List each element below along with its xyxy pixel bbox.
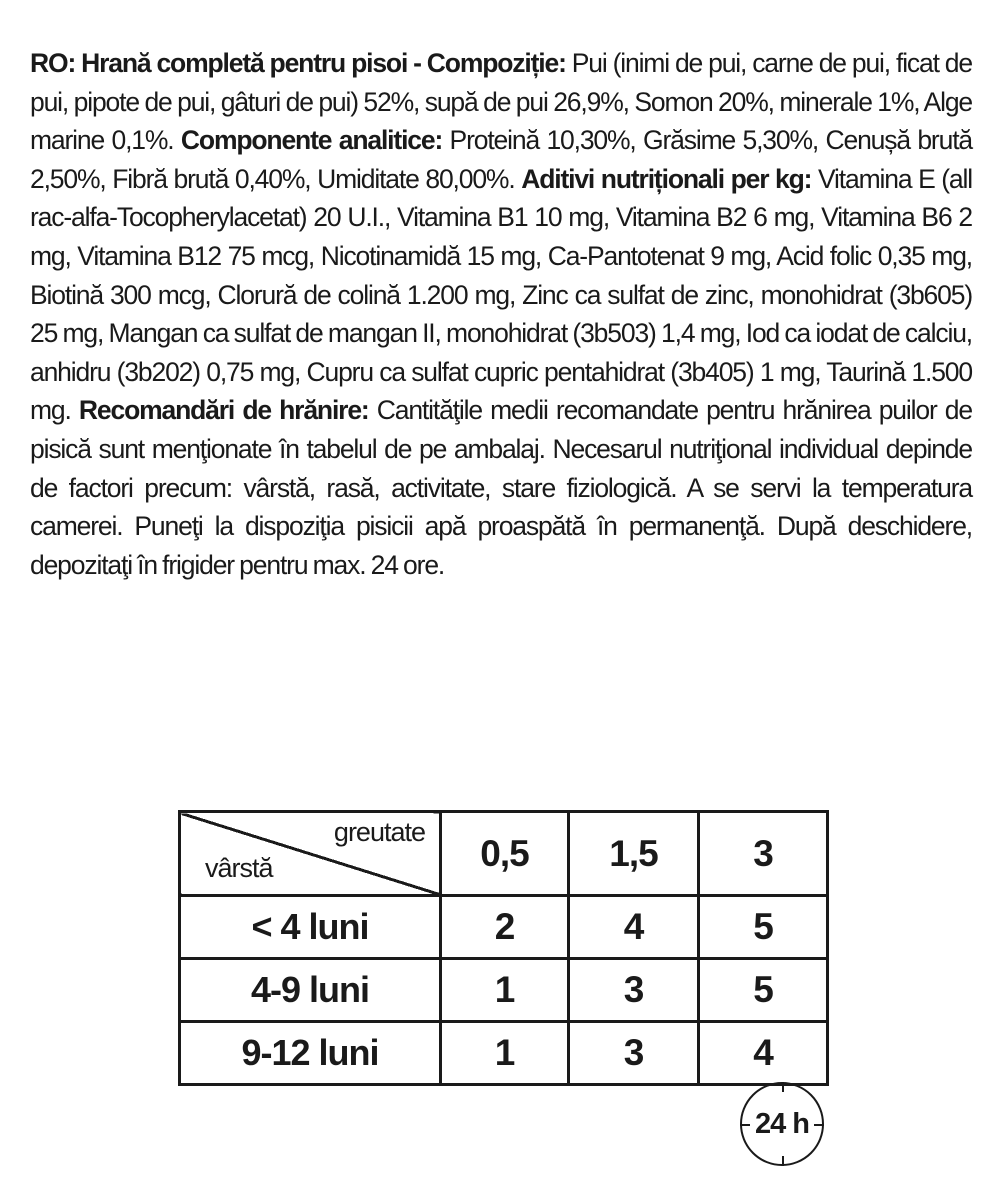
- weight-axis-label: greutate: [333, 817, 425, 847]
- weight-header: 0,5: [441, 812, 569, 896]
- clock-tick-right: [814, 1124, 824, 1126]
- additives-heading: Aditivi nutriționali per kg:: [521, 163, 812, 194]
- analytic-text: Proteină 10,30%, Grăsime 5,30%, Cenușă brută 2,50%, Fibră brută 0,40%, Umiditate 80,00%.: [30, 125, 972, 194]
- weight-header: 1,5: [569, 812, 699, 896]
- value-cell: 2: [441, 896, 569, 959]
- storage-time-label: 24 h: [754, 1107, 810, 1140]
- value-cell: 5: [699, 896, 828, 959]
- value-cell: 1: [441, 959, 569, 1022]
- table-corner-cell: [180, 812, 441, 896]
- age-cell: 4-9 luni: [180, 959, 441, 1022]
- value-cell: 4: [569, 896, 699, 959]
- feeding-table: [178, 810, 829, 1086]
- table-row: [180, 1022, 828, 1085]
- feeding-heading: Recomandări de hrănire:: [78, 395, 369, 426]
- clock-tick-left: [740, 1124, 750, 1126]
- product-heading: RO: Hrană completă pentru pisoi - Compoziție:: [30, 48, 566, 78]
- analytic-heading: Componente analitice:: [180, 125, 443, 156]
- clock-tick-bottom: [782, 1156, 784, 1166]
- clock-tick-top: [782, 1082, 784, 1092]
- age-cell: < 4 luni: [180, 896, 441, 959]
- value-cell: 3: [569, 1022, 699, 1085]
- value-cell: 5: [699, 959, 828, 1022]
- table-row: [180, 959, 828, 1022]
- value-cell: 4: [699, 1022, 828, 1085]
- composition-text: Pui (inimi de pui, carne de pui, ficat de pui, pipote de pui, gâturi de pui) 52%, supă de pui 26,9%, Somon 20%, minerale 1%, Alge marine 0,1%.: [30, 48, 972, 156]
- value-cell: 3: [569, 959, 699, 1022]
- feeding-text: Cantităţile medii recomandate pentru hrănirea puilor de pisică sunt menţionate în tabelul de pe ambalaj. Necesarul nutriţional individual depinde de factori precum: vârstă, rasă, activitate, stare fiziologică. A se servi la temperatura camerei. Puneţi la dispoziţia pisicii apă proaspătă în permanenţă. După deschidere, depozitaţi în frigider pentru max. 24 ore.: [30, 395, 972, 580]
- value-cell: 1: [441, 1022, 569, 1085]
- age-cell: 9-12 luni: [180, 1022, 441, 1085]
- clock-24h-icon: [740, 1082, 824, 1166]
- table-row: [180, 896, 828, 959]
- age-axis-label: vârstă: [205, 853, 273, 883]
- table-header-row: [180, 812, 828, 896]
- label-text: [30, 44, 972, 584]
- additives-text: Vitamina E (all rac-alfa-Tocopherylacetat) 20 U.I., Vitamina B1 10 mg, Vitamina B2 6 mg, Vitamina B6 2 mg, Vitamina B12 75 mcg, Nicotinamidă 15 mg, Ca-Pantotenat 9 mg, Acid folic 0,35 mg, Biotină 300 mcg, Clorură de colină 1.200 mg, Zinc ca sulfat de zinc, monohidrat (3b605) 25 mg, Mangan ca sulfat de mangan II, monohidrat (3b503) 1,4 mg, Iod ca iodat de calciu, anhidru (3b202) 0,75 mg, Cupru ca sulfat cupric pentahidrat (3b405) 1 mg, Taurină 1.500 mg.: [30, 163, 972, 426]
- weight-header: 3: [699, 812, 828, 896]
